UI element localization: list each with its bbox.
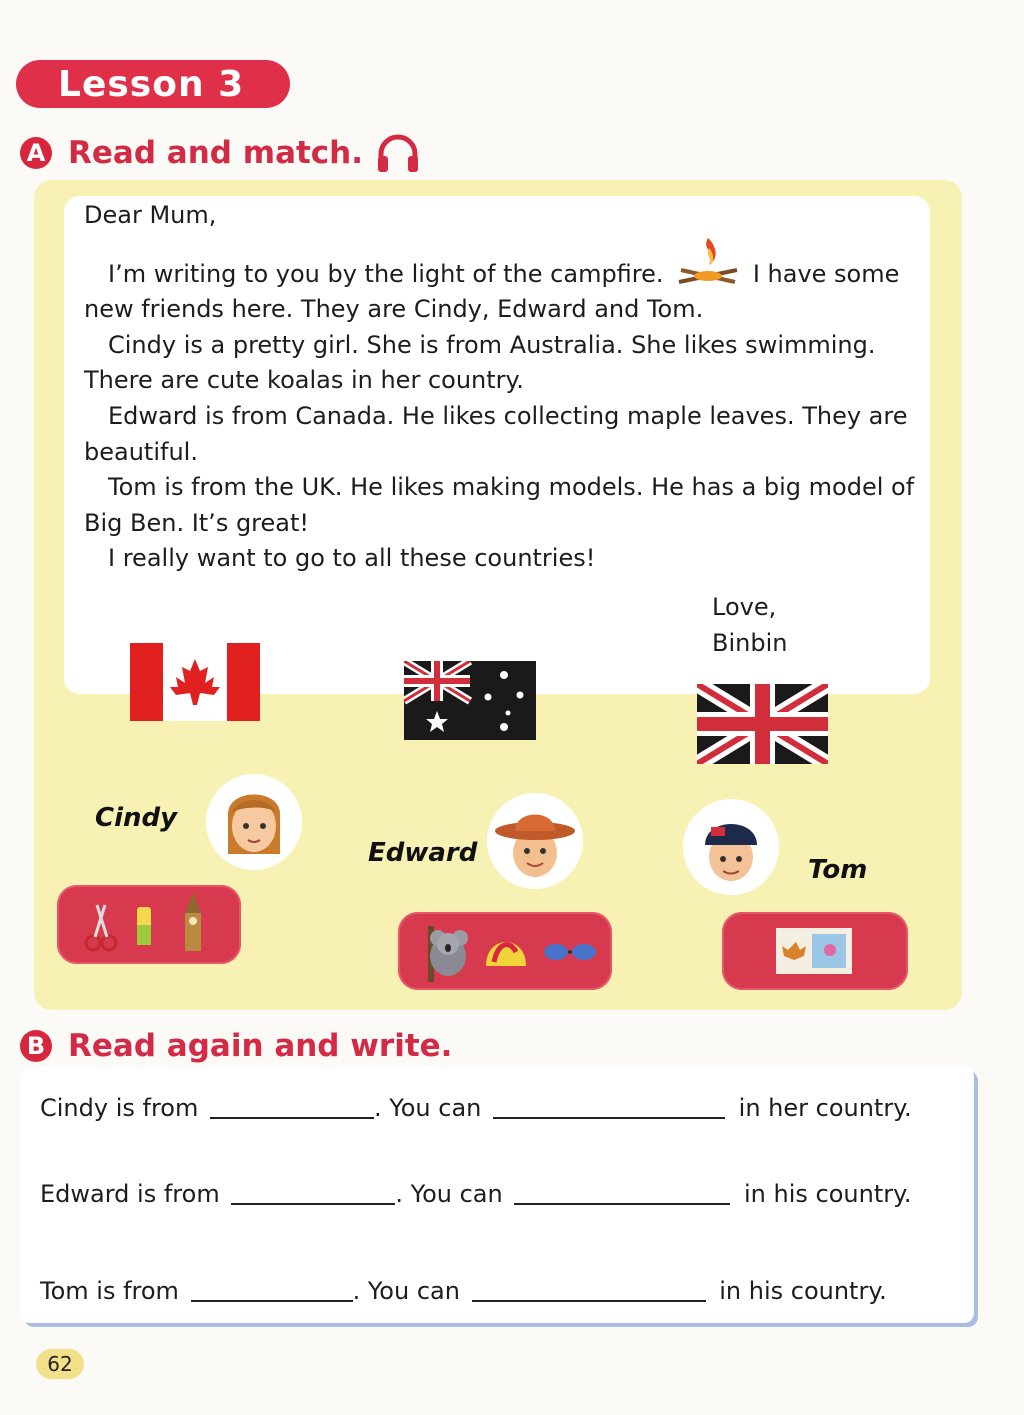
- blank-tom-activity[interactable]: [472, 1276, 706, 1302]
- tom-face-icon: [683, 799, 779, 895]
- line2-prefix: Edward is from: [40, 1180, 220, 1208]
- cindy-avatar[interactable]: [206, 774, 302, 870]
- line2-middle: . You can: [395, 1180, 503, 1208]
- write-line-edward: [40, 1179, 912, 1208]
- letter-text: [84, 198, 934, 577]
- item-box-models[interactable]: [57, 885, 241, 964]
- write-line-cindy: [40, 1093, 912, 1122]
- letter-paragraph-3: Edward is from Canada. He likes collecting maple leaves. They are beautiful.: [84, 401, 908, 466]
- section-a-badge: A: [20, 137, 52, 169]
- section-b-title: Read again and write.: [68, 1028, 453, 1064]
- letter-paragraph-4: Tom is from the UK. He likes making models. He has a big model of Big Ben. It’s great!: [84, 473, 915, 537]
- lesson-title: [16, 60, 290, 108]
- item-box-canada[interactable]: [722, 912, 908, 990]
- line2-suffix: in his country.: [744, 1180, 912, 1208]
- line1-prefix: Cindy is from: [40, 1094, 199, 1122]
- blank-tom-country[interactable]: [191, 1276, 353, 1302]
- campfire-icon: [673, 234, 743, 290]
- item-box-australia[interactable]: [398, 912, 612, 990]
- section-b-badge: B: [20, 1030, 52, 1062]
- line3-middle: . You can: [352, 1277, 460, 1305]
- page-number: 62: [36, 1349, 84, 1379]
- blank-cindy-activity[interactable]: [493, 1093, 725, 1119]
- write-line-tom: [40, 1276, 887, 1305]
- section-a-title: Read and match.: [68, 135, 364, 171]
- australia-flag[interactable]: [404, 661, 536, 740]
- uk-flag[interactable]: [697, 684, 828, 764]
- character-name-tom: Tom: [808, 855, 868, 885]
- scissors-icon: [86, 905, 116, 950]
- letter-paragraph-1: [84, 234, 934, 328]
- letter-p1-end: I have some new friends here. They are Cindy, Edward and Tom.: [84, 259, 900, 324]
- glue-stick-icon: [137, 907, 151, 945]
- section-b-heading: [20, 1028, 452, 1064]
- letter-paragraph-5: I really want to go to all these countries!: [108, 544, 596, 573]
- blank-edward-country[interactable]: [231, 1179, 395, 1205]
- closing-love: Love,: [712, 593, 777, 621]
- blank-edward-activity[interactable]: [514, 1179, 730, 1205]
- section-a-heading: [20, 132, 421, 174]
- line1-middle: . You can: [374, 1094, 482, 1122]
- edward-face-icon: [487, 793, 583, 889]
- australia-items-icon: [398, 912, 612, 990]
- canada-flag[interactable]: [130, 643, 260, 721]
- headphones-icon[interactable]: [375, 132, 421, 174]
- line1-suffix: in her country.: [738, 1094, 912, 1122]
- koala-icon: [428, 926, 468, 982]
- letter-p1-start: I’m writing to you by the light of the campfire.: [108, 259, 664, 288]
- line3-suffix: in his country.: [719, 1277, 887, 1305]
- model-items-icon: [57, 885, 241, 964]
- tom-avatar[interactable]: [683, 799, 779, 895]
- line3-prefix: Tom is from: [40, 1277, 179, 1305]
- big-ben-icon: [185, 893, 201, 951]
- letter-greeting: Dear Mum,: [84, 201, 217, 229]
- lesson-label: Lesson 3: [58, 63, 245, 105]
- character-name-cindy: Cindy: [95, 803, 178, 833]
- edward-avatar[interactable]: [487, 793, 583, 889]
- maple-leaf-album-icon: [722, 912, 908, 990]
- cindy-face-icon: [206, 774, 302, 870]
- character-name-edward: Edward: [368, 838, 478, 868]
- swim-cap-icon: [486, 942, 526, 966]
- letter-closing: [712, 590, 787, 661]
- closing-signature: Binbin: [712, 628, 788, 657]
- blank-cindy-country[interactable]: [210, 1093, 374, 1119]
- goggles-icon: [544, 944, 596, 960]
- letter-paragraph-2: Cindy is a pretty girl. She is from Australia. She likes swimming. There are cute koalas in her country.: [84, 330, 876, 395]
